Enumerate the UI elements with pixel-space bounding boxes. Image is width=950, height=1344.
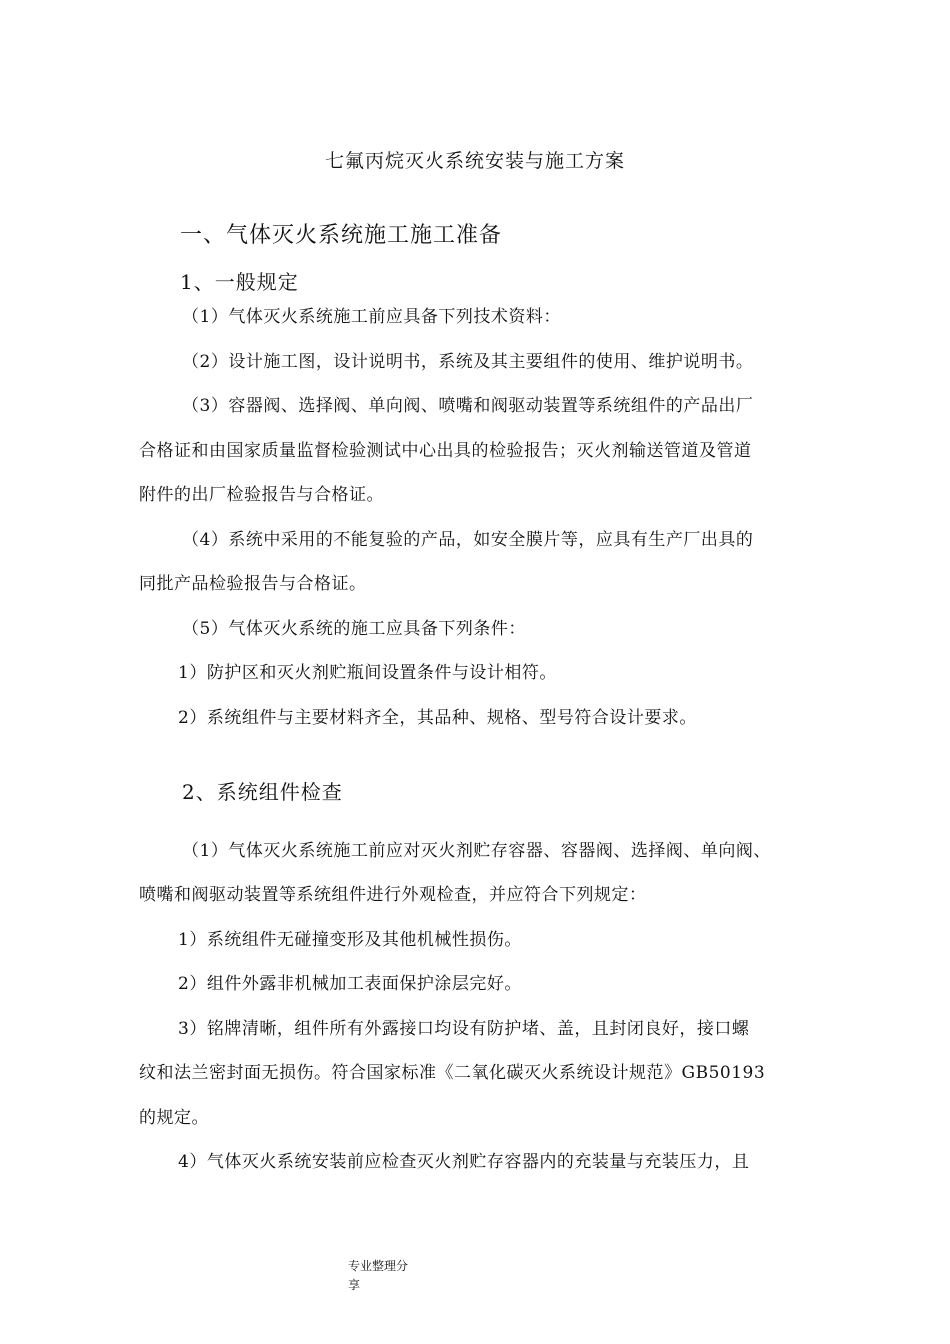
paragraph-line: （5）气体灭火系统的施工应具备下列条件： — [182, 619, 526, 639]
paragraph-line: 的规定。 — [139, 1108, 209, 1128]
page-footer — [348, 1257, 428, 1295]
paragraph-line: 喷嘴和阀驱动装置等系统组件进行外观检查，并应符合下列规定： — [139, 885, 647, 905]
paragraph-line: （4）系统中采用的不能复验的产品，如安全膜片等，应具有生产厂出具的 — [182, 530, 754, 550]
section-heading-preparation: 一、气体灭火系统施工施工准备 — [180, 223, 503, 248]
paragraph-line: （2）设计施工图，设计说明书，系统及其主要组件的使用、维护说明书。 — [182, 352, 754, 372]
paragraph-line: 附件的出厂检验报告与合格证。 — [139, 485, 384, 505]
footer-line: 专业整理分 — [348, 1259, 409, 1273]
paragraph-line: 2）组件外露非机械加工表面保护涂层完好。 — [178, 974, 522, 994]
paragraph-line: 合格证和由国家质量监督检验测试中心出具的检验报告；灭火剂输送管道及管道 — [139, 441, 752, 461]
paragraph-line: 1）防护区和灭火剂贮瓶间设置条件与设计相符。 — [178, 663, 557, 683]
paragraph-line: 2）系统组件与主要材料齐全，其品种、规格、型号符合设计要求。 — [178, 708, 697, 728]
subsection-heading-component-check: 2、系统组件检查 — [182, 780, 343, 804]
paragraph-line: 3）铭牌清晰，组件所有外露接口均设有防护堵、盖，且封闭良好，接口螺 — [178, 1019, 750, 1039]
subsection-heading-general: 1、一般规定 — [180, 270, 299, 294]
paragraph-line: （3）容器阀、选择阀、单向阀、喷嘴和阀驱动装置等系统组件的产品出厂 — [182, 396, 754, 416]
paragraph-line: （1）气体灭火系统施工前应对灭火剂贮存容器、容器阀、选择阀、单向阀、 — [182, 841, 771, 861]
paragraph-line: （1）气体灭火系统施工前应具备下列技术资料： — [182, 307, 561, 327]
paragraph-line: 1）系统组件无碰撞变形及其他机械性损伤。 — [178, 930, 522, 950]
paragraph-line: 同批产品检验报告与合格证。 — [139, 574, 367, 594]
footer-line: 享 — [348, 1278, 361, 1292]
paragraph-line: 4）气体灭火系统安装前应检查灭火剂贮存容器内的充装量与充装压力，且 — [178, 1152, 750, 1172]
paragraph-line: 纹和法兰密封面无损伤。符合国家标准《二氧化碳灭火系统设计规范》GB50193 — [139, 1063, 766, 1083]
page-title: 七氟丙烷灭火系统安装与施工方案 — [324, 150, 625, 172]
